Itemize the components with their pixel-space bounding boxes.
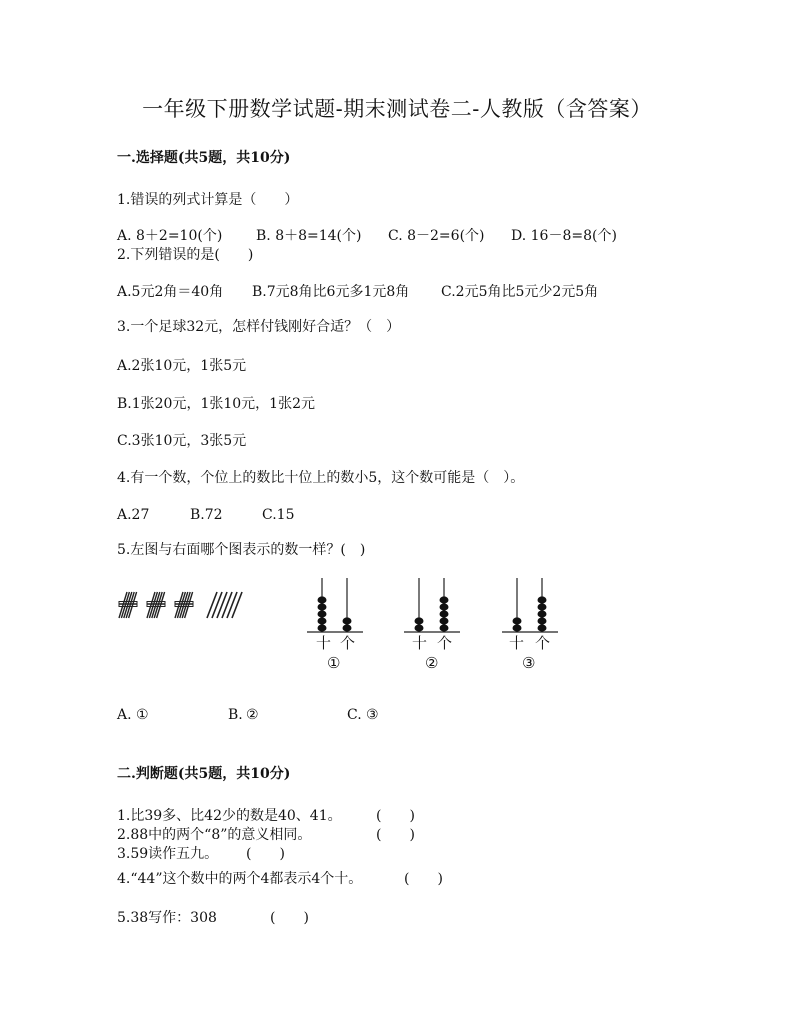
judgement-item-4-paren: ( ) — [404, 871, 443, 887]
loose-stick — [227, 592, 237, 618]
abacus-bead — [513, 624, 522, 631]
abacus-bead — [440, 596, 449, 603]
abacus-bead — [318, 596, 327, 603]
abacus-bead — [440, 617, 449, 624]
abacus-bead — [318, 617, 327, 624]
question-3-stem: 3.一个足球32元，怎样付钱刚好合适？（ ） — [117, 319, 401, 335]
abacus-3-label: ③ — [522, 654, 536, 672]
abacus-3-ones-label: 个 — [535, 634, 551, 652]
question-4-option-c: C.15 — [262, 507, 295, 523]
abacus-1 — [307, 578, 363, 632]
question-2-option-b: B.7元8角比6元多1元8角 — [252, 284, 410, 300]
abacus-bead — [415, 617, 424, 624]
question-1-stem: 1.错误的列式计算是（ ） — [117, 192, 299, 208]
stick-bundle — [175, 592, 193, 618]
abacus-2-label: ② — [425, 654, 439, 672]
abacus-bead — [415, 624, 424, 631]
question-2-option-c: C.2元5角比5元少2元5角 — [441, 284, 599, 300]
loose-stick — [212, 592, 222, 618]
abacus-bead — [538, 624, 547, 631]
abacus-bead — [538, 617, 547, 624]
abacus-bead — [343, 624, 352, 631]
judgement-item-3: 3.59读作五九。 — [117, 846, 219, 862]
abacus-1-ones-label: 个 — [340, 634, 356, 652]
question-3-option-b: B.1张20元，1张10元，1张2元 — [117, 396, 315, 412]
question-5-option-b: B. — [228, 707, 243, 723]
abacus-2-tens-label: 十 — [412, 634, 428, 652]
abacus-3 — [502, 578, 558, 632]
judgement-item-1-paren: ( ) — [376, 808, 415, 824]
abacus-3-tens-label: 十 — [509, 634, 525, 652]
stick-bundle — [119, 592, 137, 618]
loose-stick — [207, 592, 217, 618]
abacus-bead — [343, 617, 352, 624]
abacus-2-ones-label: 个 — [437, 634, 453, 652]
question-2-stem: 2.下列错误的是( ) — [117, 247, 254, 263]
question-1-option-d: D. 16－8=8(个) — [511, 228, 617, 244]
question-5-option-c: C. — [347, 707, 362, 723]
question-3-option-c: C.3张10元，3张5元 — [117, 433, 247, 449]
loose-stick — [232, 592, 242, 618]
abacus-bead — [440, 624, 449, 631]
loose-stick — [217, 592, 227, 618]
question-1-option-b: B. 8＋8=14(个) — [256, 228, 362, 244]
question-5-stem: 5.左图与右面哪个图表示的数一样？( ) — [117, 542, 366, 558]
abacus-bead — [318, 624, 327, 631]
abacus-bead — [513, 617, 522, 624]
question-4-option-a: A.27 — [117, 507, 150, 523]
abacus-bead — [318, 603, 327, 610]
page-title: 一年级下册数学试题-期末测试卷二-人教版（含答案） — [142, 97, 652, 121]
judgement-item-4: 4.“44”这个数中的两个4都表示4个十。 — [117, 871, 363, 887]
stick-bundle — [147, 592, 165, 618]
question-2-option-a: A.5元2角＝40角 — [117, 284, 224, 300]
judgement-item-5-paren: ( ) — [270, 910, 309, 926]
counting-sticks-figure — [115, 590, 255, 630]
abacus-1-label: ① — [327, 654, 341, 672]
judgement-item-3-paren: ( ) — [246, 846, 285, 862]
abacus-1-tens-label: 十 — [316, 634, 332, 652]
abacus-bead — [440, 610, 449, 617]
abacus-bead — [538, 596, 547, 603]
judgement-item-5: 5.38写作：308 — [117, 910, 217, 926]
loose-stick — [222, 592, 232, 618]
section-heading-judgement: 二.判断题(共5题，共10分) — [117, 766, 291, 782]
abacus-bead — [538, 603, 547, 610]
judgement-item-1: 1.比39多、比42少的数是40、41。 — [117, 808, 342, 824]
abacus-bead — [440, 603, 449, 610]
question-1-option-a: A. 8＋2=10(个) — [117, 228, 223, 244]
question-4-option-b: B.72 — [190, 507, 223, 523]
judgement-item-2-paren: ( ) — [376, 827, 415, 843]
abacus-2 — [404, 578, 460, 632]
abacus-bead — [538, 610, 547, 617]
question-5-option-a: A. — [117, 707, 132, 723]
question-5-option-b-mark: ② — [246, 707, 259, 723]
question-5-option-c-mark: ③ — [366, 707, 379, 723]
judgement-item-2: 2.88中的两个“8”的意义相同。 — [117, 827, 312, 843]
question-1-option-c: C. 8－2=6(个) — [388, 228, 485, 244]
question-5-option-a-mark: ① — [136, 707, 149, 723]
question-3-option-a: A.2张10元，1张5元 — [117, 358, 247, 374]
question-4-stem: 4.有一个数，个位上的数比十位上的数小5，这个数可能是（ ）。 — [117, 470, 525, 486]
abacus-bead — [318, 610, 327, 617]
section-heading-choice: 一.选择题(共5题，共10分) — [117, 150, 291, 166]
